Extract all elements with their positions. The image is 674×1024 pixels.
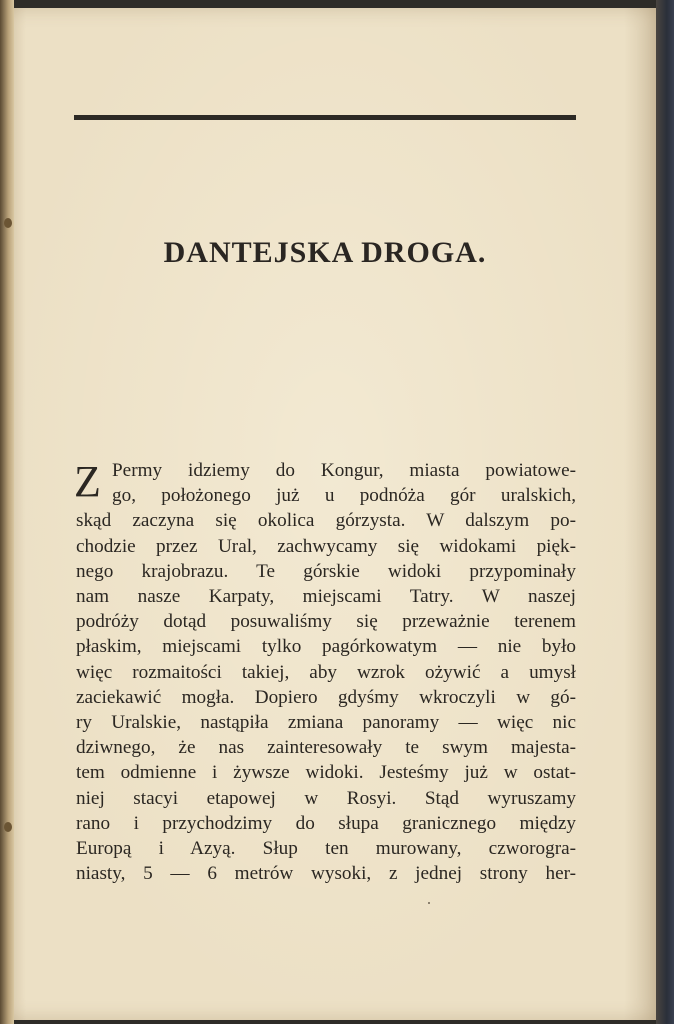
body-text [76, 458, 576, 886]
text-line: niej stacyi etapowej w Rosyi. Stąd wyruszamy [76, 787, 576, 809]
text-line: płaskim, miejscami tylko pagórkowatym — nie było [76, 636, 576, 658]
book-spine [0, 0, 14, 1024]
text-line: niasty, 5 — 6 metrów wysoki, z jednej strony her- [76, 863, 576, 885]
book-cover-edge [656, 0, 674, 1024]
text-line: nam nasze Karpaty, miejscami Tatry. W naszej [76, 586, 576, 608]
text-line: nego krajobrazu. Te górskie widoki przypominały [76, 560, 576, 582]
binding-mark [4, 822, 12, 832]
text-line: go, położonego już u podnóża gór uralskich, [112, 485, 576, 507]
paper-speck [428, 902, 430, 904]
text-line: więc rozmaitości takiej, aby wzrok ożywić a umysł [76, 661, 576, 683]
header-rule [74, 115, 576, 120]
binding-mark [4, 218, 12, 228]
text-line: chodzie przez Ural, zachwycamy się widokami pięk- [76, 535, 576, 557]
text-line: dziwnego, że nas zainteresowały te swym majesta- [76, 737, 576, 759]
chapter-title: DANTEJSKA DROGA. [163, 236, 487, 269]
drop-cap: Z [74, 457, 101, 506]
text-line: podróży dotąd posuwaliśmy się przeważnie terenem [76, 611, 576, 633]
text-line: zaciekawić mogła. Dopiero gdyśmy wkroczyli w gó- [76, 686, 576, 708]
text-line: rano i przychodzimy do słupa granicznego między [76, 812, 576, 834]
text-line: skąd zaczyna się okolica górzysta. W dalszym po- [76, 510, 576, 532]
text-line: ry Uralskie, nastąpiła zmiana panoramy — więc nic [76, 712, 576, 734]
text-line: Permy idziemy do Kongur, miasta powiatowe- [112, 460, 576, 481]
text-line: Europą i Azyą. Słup ten murowany, czworogra- [76, 838, 576, 860]
text-line: tem odmienne i żywsze widoki. Jesteśmy już w ostat- [76, 762, 576, 784]
